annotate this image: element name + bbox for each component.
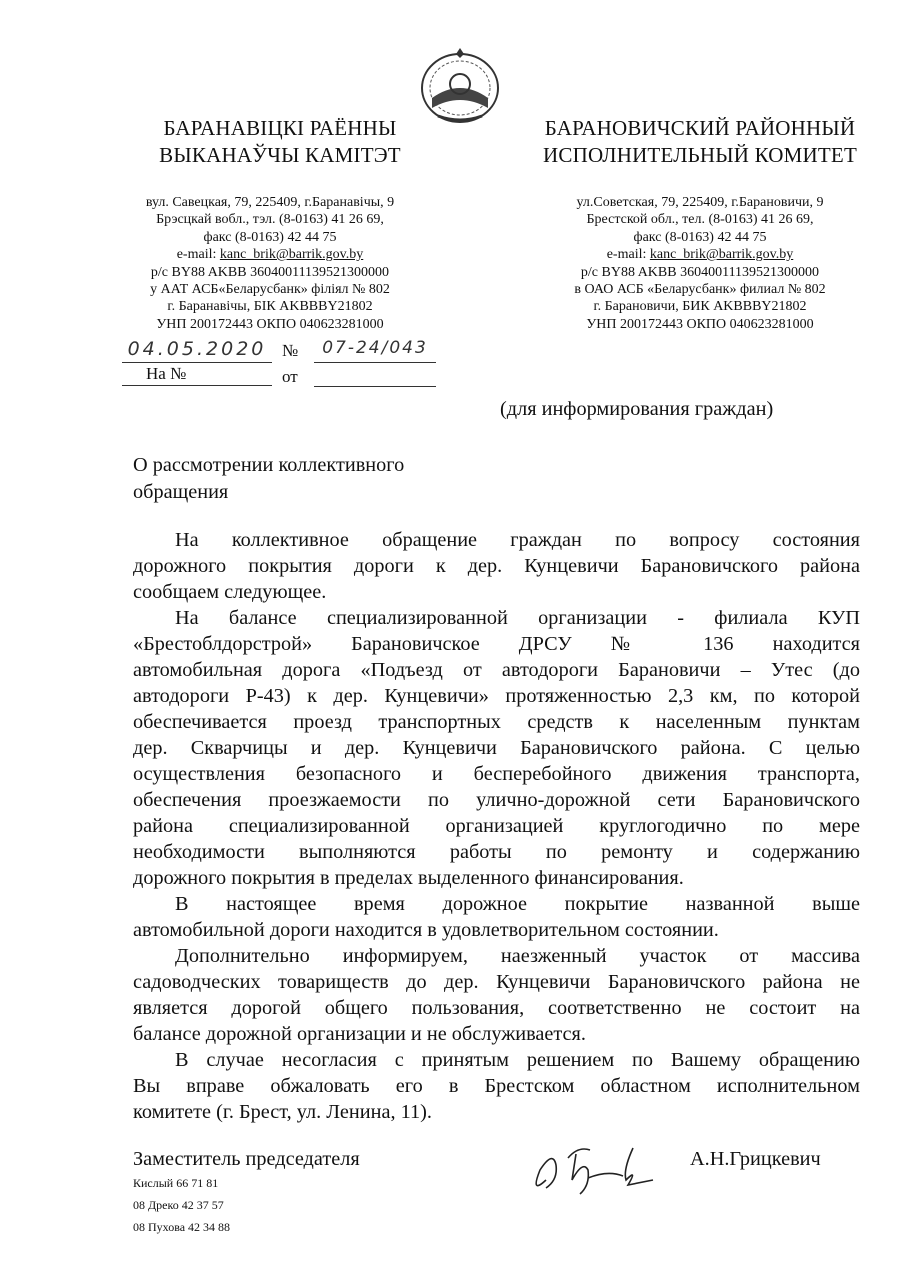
outgoing-date: 04.05.2020 (122, 338, 272, 363)
left-address-block (80, 194, 460, 333)
subject-line: обращения (133, 481, 229, 503)
from-label: от (282, 367, 298, 386)
address-line: р/с BY88 AKBB 36040011139521300000 (580, 264, 820, 280)
paragraph-line: обеспечивается проезд транспортных средств к населенным пунктам (133, 711, 860, 733)
email-link[interactable]: kanc_brik@barrik.gov.by (649, 247, 794, 263)
paragraph (133, 605, 860, 891)
paragraph (133, 527, 860, 605)
address-line: факс (8-0163) 42 44 75 (633, 229, 767, 245)
paragraph-line: района специализированной организацией круглогодично по мере (133, 815, 860, 837)
address-line: УНП 200172443 ОКПО 040623281000 (156, 316, 384, 332)
email-line (510, 246, 890, 263)
paragraph-line: дер. Скварчицы и дер. Кунцевичи Барановичского района. С целью (133, 737, 860, 759)
address-line: г. Барановичи, БИК AKBBBY21802 (593, 299, 807, 315)
address-line: УНП 200172443 ОКПО 040623281000 (586, 316, 814, 332)
paragraph-line: автомобильной дороги находится в удовлетворительном состоянии. (133, 919, 719, 941)
paragraph-line: На коллективное обращение граждан по вопросу состояния (175, 529, 860, 551)
right-title-line: БАРАНОВИЧСКИЙ РАЙОННЫЙ (544, 116, 856, 140)
left-title-line: БАРАНАВІЦКІ РАЁННЫ (163, 116, 397, 140)
left-org-title (90, 115, 470, 169)
address-line: Брэсцкай вобл., тэл. (8-0163) 41 26 69, (156, 212, 384, 228)
address-line: вул. Савецкая, 79, 225409, г.Баранавічы, 9 (145, 195, 395, 210)
contact-line: Кислый 66 71 81 (133, 1176, 219, 1190)
paragraph-line: сообщаем следующее. (133, 581, 327, 603)
paragraph-line: садоводческих товариществ до дер. Кунцевичи Барановичского района не (133, 971, 860, 993)
handwritten-signature (528, 1140, 678, 1205)
ref-number-label: На № (122, 364, 272, 386)
signatory-name: А.Н.Грицкевич (690, 1148, 821, 1170)
paragraph-line: Вы вправе обжаловать его в Брестском областном исполнительном (133, 1075, 860, 1097)
paragraph-line: «Брестоблдорстрой» Барановичское ДРСУ № 136 находится (133, 633, 860, 655)
paragraph-line: автомобильная дорога «Подъезд от автодороги Барановичи – Утес (до (133, 659, 860, 681)
subject (133, 452, 404, 506)
paragraph-line: Дополнительно информируем, наезженный участок от массива (175, 945, 860, 967)
contact-line: 08 Дреко 42 37 57 (133, 1198, 224, 1212)
ref-date-line (314, 364, 436, 387)
contact-line: 08 Пухова 42 34 88 (133, 1220, 231, 1234)
paragraph-line: дорожного покрытия в пределах выделенного финансирования. (133, 867, 684, 889)
right-title-line: ИСПОЛНИТЕЛЬНЫЙ КОМИТЕТ (543, 143, 857, 167)
address-line: Брестской обл., тел. (8-0163) 41 26 69, (586, 212, 814, 228)
number-label: № (282, 341, 299, 360)
info-note: (для информирования граждан) (500, 398, 774, 420)
email-line (80, 246, 460, 263)
paragraph-line: На балансе специализированной организации - филиала КУП (175, 607, 860, 629)
email-link[interactable]: kanc_brik@barrik.gov.by (219, 247, 364, 263)
address-line: у ААТ АСБ«Беларусбанк» філіял № 802 (150, 282, 390, 298)
address-line: факс (8-0163) 42 44 75 (203, 229, 337, 245)
paragraph-line: балансе дорожной организации и не обслуживается. (133, 1023, 586, 1045)
letter-body (133, 527, 860, 1125)
paragraph-line: дорожного покрытия дороги к дер. Кунцевичи Барановичского района (133, 555, 860, 577)
contacts (133, 1172, 230, 1238)
paragraph-line: обеспечения проезжаемости по улично-дорожной сети Барановичского (133, 789, 860, 811)
paragraph (133, 943, 860, 1047)
left-title-line: ВЫКАНАЎЧЫ КАМІТЭТ (159, 143, 401, 167)
email-label: e-mail: (606, 247, 650, 263)
paragraph (133, 891, 860, 943)
paragraph-line: осуществления безопасного и бесперебойного движения транспорта, (133, 763, 860, 785)
outgoing-number: 07-24/043 (314, 338, 436, 363)
address-line: ул.Советская, 79, 225409, г.Барановичи, 9 (576, 195, 824, 210)
subject-line: О рассмотрении коллективного (133, 454, 405, 476)
paragraph-line: является дорогой общего пользования, соответственно не состоит на (133, 997, 860, 1019)
address-line: г. Баранавічы, БІК AKBBBY21802 (167, 299, 373, 315)
address-line: р/с BY88 AKBB 36040011139521300000 (150, 264, 390, 280)
paragraph-line: комитете (г. Брест, ул. Ленина, 11). (133, 1101, 432, 1123)
right-org-title (510, 115, 890, 169)
paragraph-line: необходимости выполняются работы по ремонту и содержанию (133, 841, 860, 863)
signatory-position: Заместитель председателя (133, 1148, 360, 1170)
paragraph-line: В случае несогласия с принятым решением по Вашему обращению (175, 1049, 860, 1071)
email-label: e-mail: (176, 247, 220, 263)
paragraph-line: автодороги Р-43) к дер. Кунцевичи» протяженностью 2,3 км, по которой (133, 685, 860, 707)
right-address-block (510, 194, 890, 333)
address-line: в ОАО АСБ «Беларусбанк» филиал № 802 (574, 282, 826, 298)
paragraph (133, 1047, 860, 1125)
paragraph-line: В настоящее время дорожное покрытие названной выше (175, 893, 860, 915)
